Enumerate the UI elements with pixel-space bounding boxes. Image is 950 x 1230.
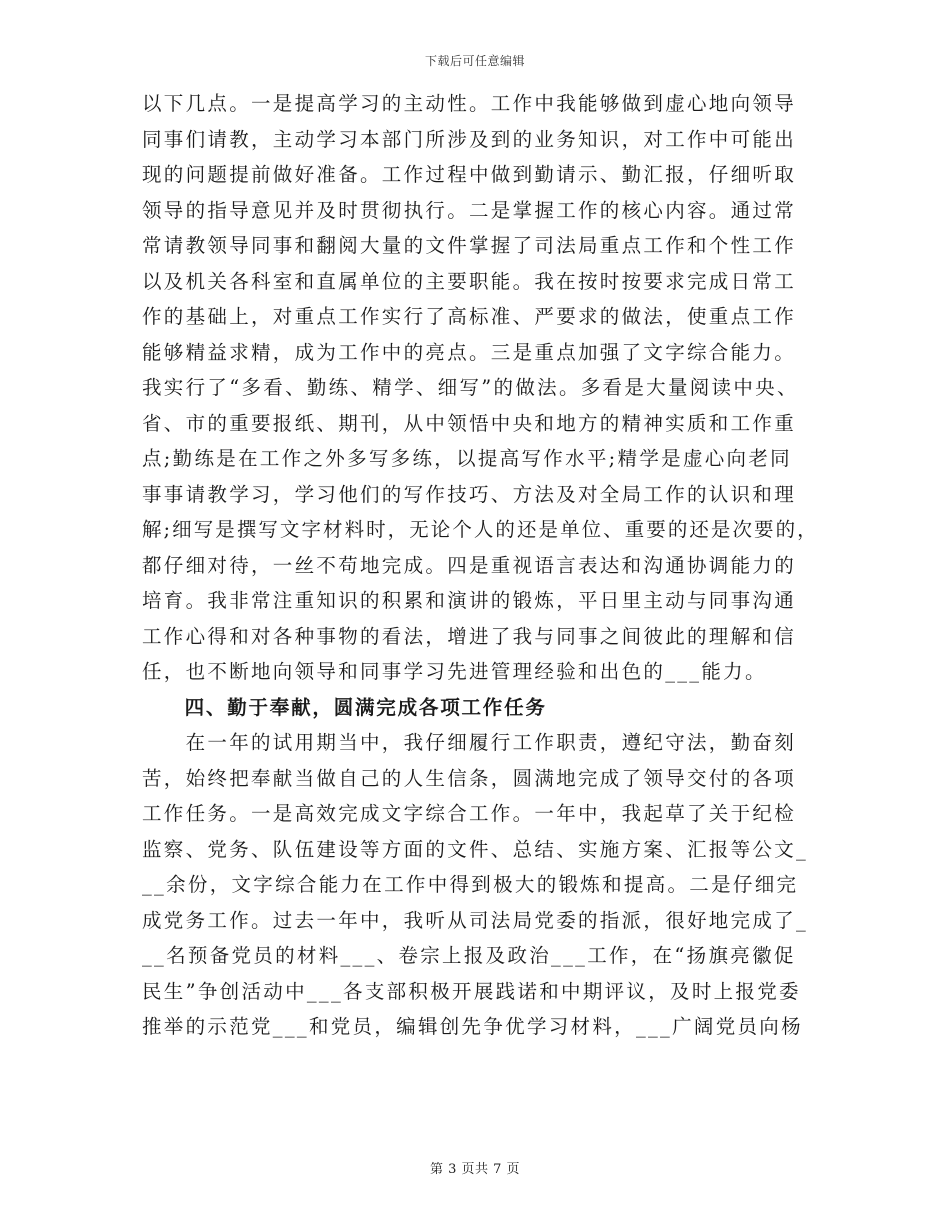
body-line: 工作心得和对各种事物的看法，增进了我与同事之间彼此的理解和信: [142, 624, 797, 648]
body-line: 推举的示范党___和党员，编辑创先争优学习材料，___广阔党员向杨: [142, 1015, 803, 1038]
body-line: __名预备党员的材料___、卷宗上报及政治___工作，在“扬旗亮徽促: [142, 944, 796, 967]
body-line: 都仔细对待，一丝不苟地完成。四是重视语言表达和沟通协调能力的: [142, 553, 797, 577]
body-line: 点;勤练是在工作之外多写多练，以提高写作水平;精学是虚心向老同: [142, 447, 792, 470]
body-line: 监察、党务、队伍建设等方面的文件、总结、实施方案、汇报等公文_: [142, 837, 809, 861]
body-line: 事事请教学习，学习他们的写作技巧、方法及对全局工作的认识和理: [142, 482, 797, 506]
body-line: 民生”争创活动中___各支部积极开展践诺和中期评议，及时上报党委: [142, 979, 801, 1003]
body-line: 常请教领导同事和翻阅大量的文件掌握了司法局重点工作和个性工作: [142, 234, 797, 257]
body-line: 以下几点。一是提高学习的主动性。工作中我能够做到虚心地向领导: [142, 92, 797, 115]
body-line: 以及机关各科室和直属单位的主要职能。我在按时按要求完成日常工: [142, 269, 797, 293]
body-line: 领导的指导意见并及时贯彻执行。二是掌握工作的核心内容。通过常: [142, 198, 797, 222]
body-line: 能够精益求精，成为工作中的亮点。三是重点加强了文字综合能力。: [142, 340, 797, 364]
body-line: 我实行了“多看、勤练、精学、细写”的做法。多看是大量阅读中央、: [142, 376, 799, 399]
body-line: 同事们请教，主动学习本部门所涉及到的业务知识，对工作中可能出: [142, 127, 797, 151]
body-line: 苦，始终把奉献当做自己的人生信条，圆满地完成了领导交付的各项: [142, 766, 797, 790]
body-line: 在一年的试用期当中，我仔细履行工作职责，遵纪守法，勤奋刻: [142, 731, 797, 754]
body-line: 解;细写是撰写文字材料时，无论个人的还是单位、重要的还是次要的，: [142, 518, 819, 541]
body-line: 成党务工作。过去一年中，我听从司法局党委的指派，很好地完成了_: [142, 908, 809, 932]
body-line: 任，也不断地向领导和同事学习先进管理经验和出色的___能力。: [142, 660, 767, 683]
document-body: [142, 86, 817, 1045]
page-header: 下载后可任意编辑: [424, 54, 525, 68]
page-footer: 第 3 页共 7 页: [429, 1162, 521, 1177]
body-line: 省、市的重要报纸、期刊，从中领悟中央和地方的精神实质和工作重: [142, 411, 797, 435]
body-line: __余份，文字综合能力在工作中得到极大的锻炼和提高。二是仔细完: [142, 873, 799, 896]
body-line: 工作任务。一是高效完成文字综合工作。一年中，我起草了关于纪检: [142, 802, 797, 825]
body-line: 现的问题提前做好准备。工作过程中做到勤请示、勤汇报，仔细听取: [142, 163, 797, 186]
section-heading: 四、勤于奉献，圆满完成各项工作任务: [142, 695, 547, 719]
body-line: 作的基础上，对重点工作实行了高标准、严要求的做法，使重点工作: [142, 305, 797, 328]
body-line: 培育。我非常注重知识的积累和演讲的锻炼，平日里主动与同事沟通: [142, 589, 797, 612]
